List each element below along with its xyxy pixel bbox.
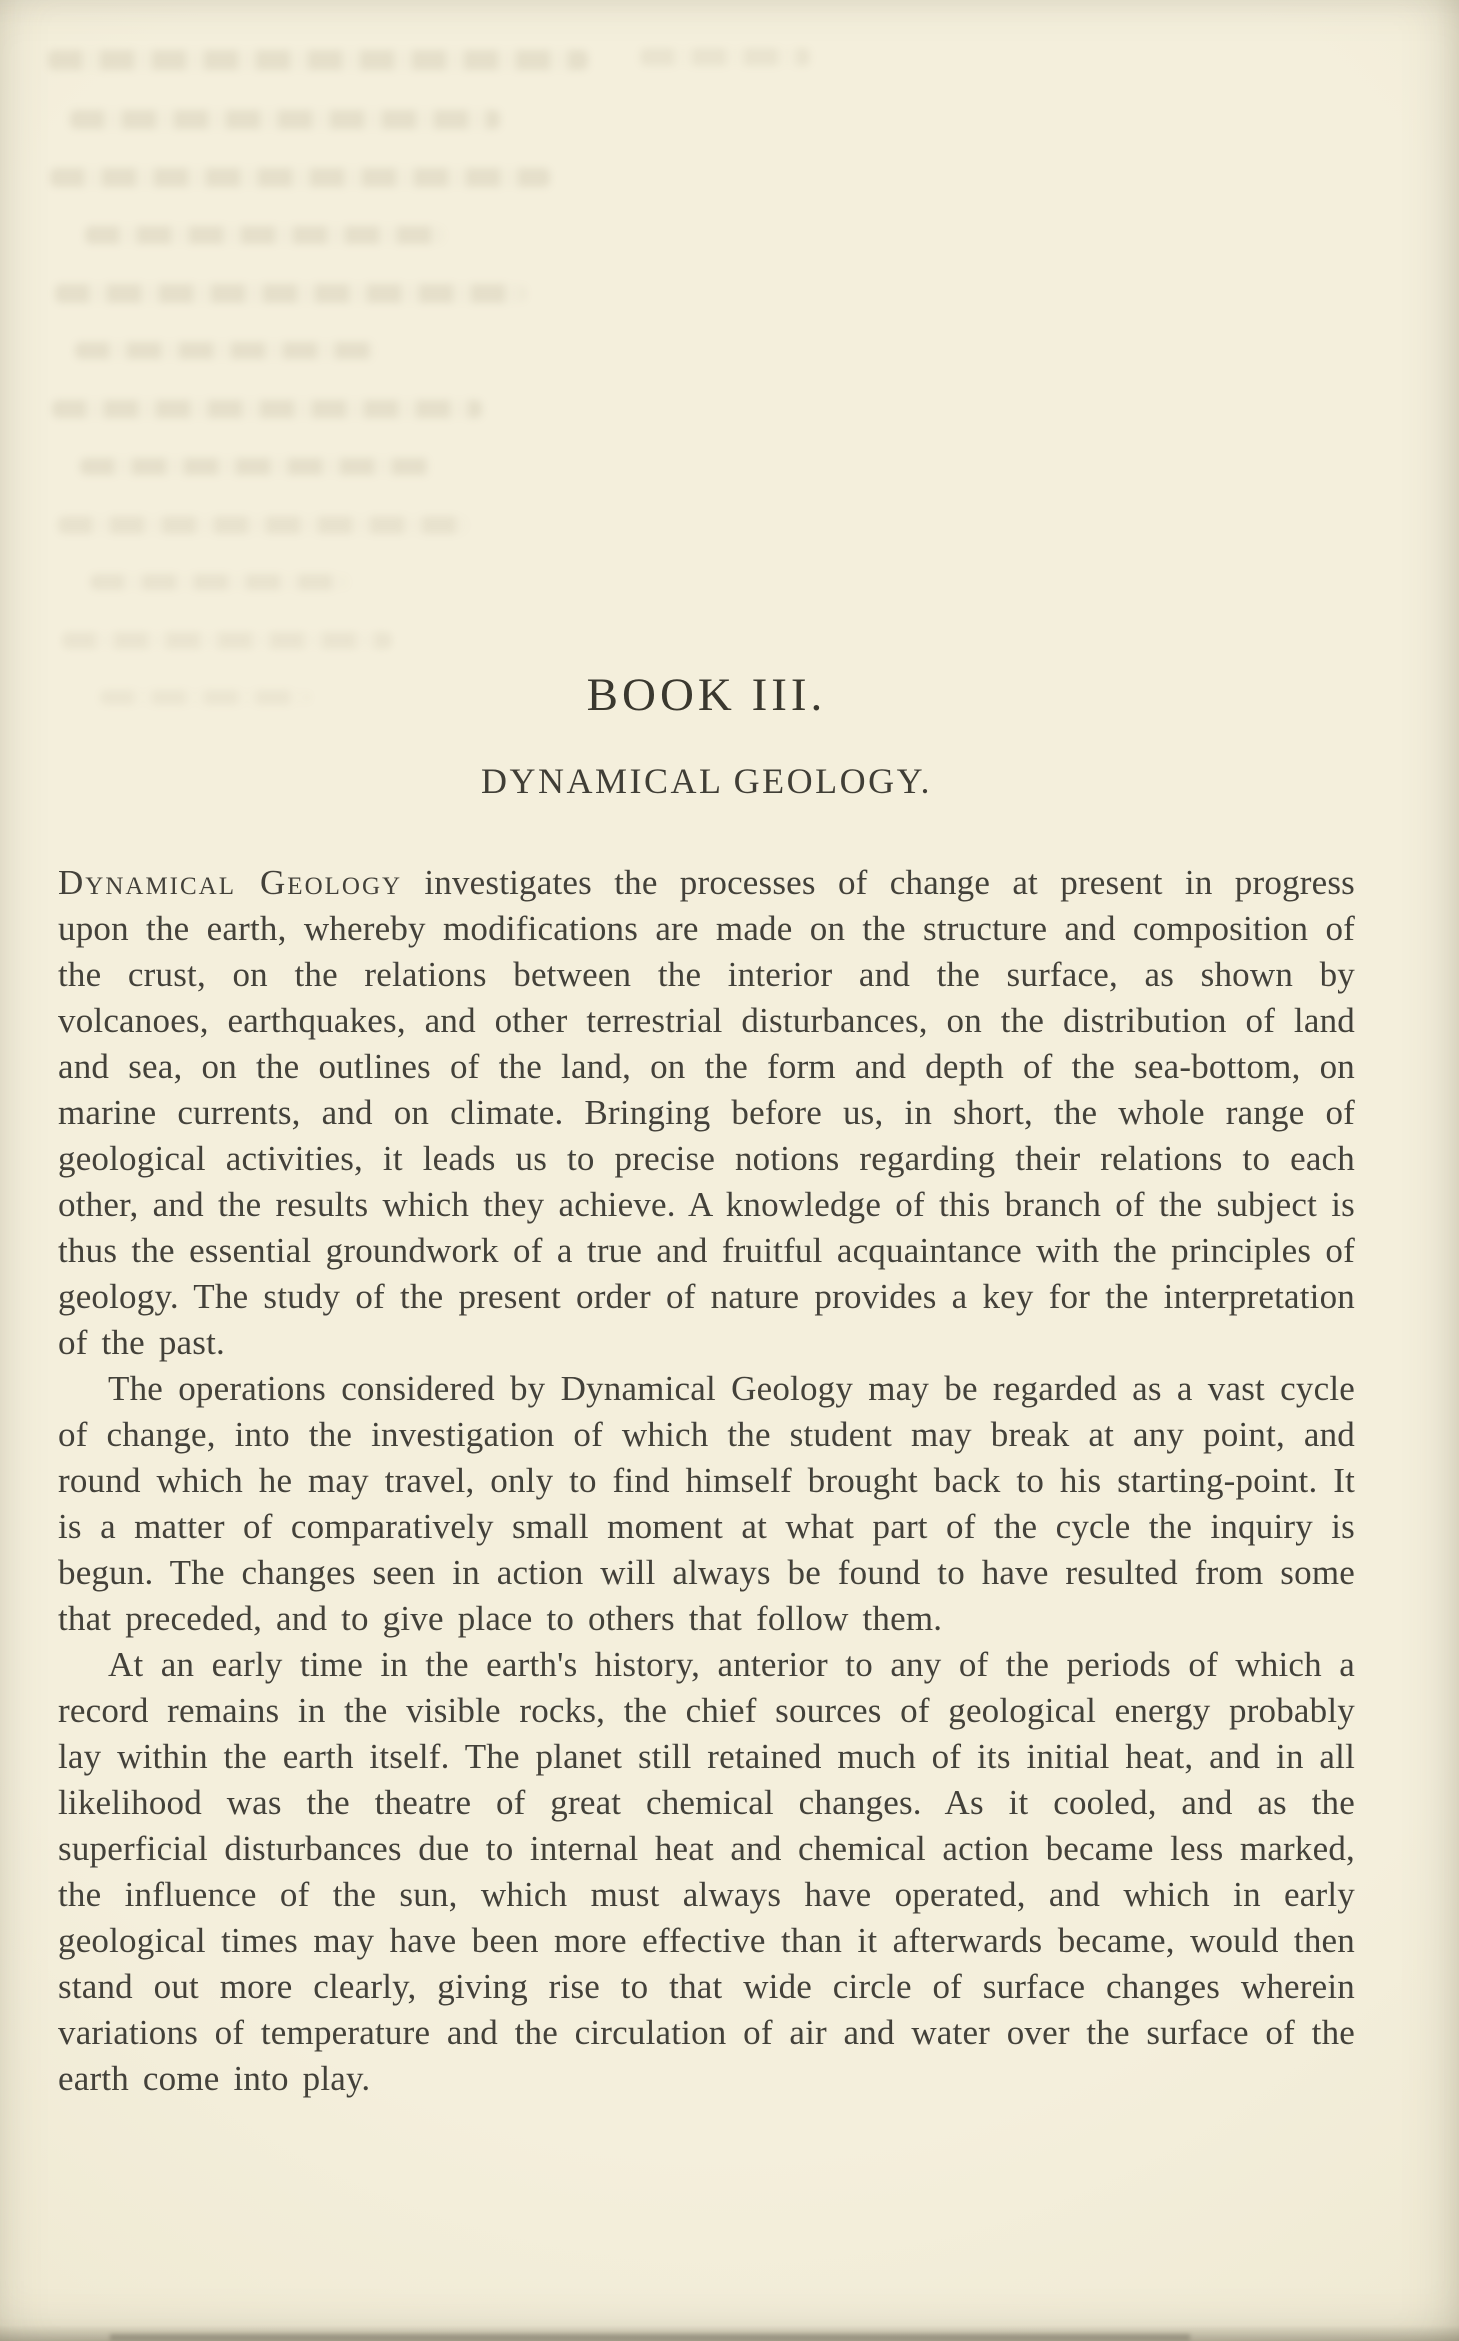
paragraph-2 (58, 1366, 1355, 1642)
paragraph-1-lead: Dynamical Geology (58, 863, 403, 902)
body-text (58, 860, 1355, 2102)
page-bottom-shadow (0, 2325, 1459, 2341)
paragraph-1 (58, 860, 1355, 1366)
paragraph-3-text: At an early time in the earth's history, anterior to any of the periods of which a record remains in the visible rocks, the chief sources of geological energy probably lay within the earth itself. The planet still retained much of its initial heat, and in all likelihood was the theatre of great chemical changes. As it cooled, and as the superficial disturbances due to internal heat and chemical action became less marked, the influence of the sun, which must always have operated, and which in early geological times may have been more effective than it afterwards became, would then stand out more clearly, giving rise to that wide circle of surface changes wherein variations of temperature and the circulation of air and water over the surface of the earth come into play. (58, 1645, 1355, 2098)
paragraph-3 (58, 1642, 1355, 2102)
section-title: DYNAMICAL GEOLOGY. (481, 761, 932, 801)
paragraph-2-text: The operations considered by Dynamical Geology may be regarded as a vast cycle of change, into the investigation of which the student may break at any point, and round which he may travel, only to find himself brought back to his starting-point. It is a matter of comparatively small moment at what part of the cycle the inquiry is begun. The changes seen in action will always be found to have resulted from some that preceded, and to give place to others that follow them. (58, 1369, 1355, 1638)
paragraph-1-text: investigates the processes of change at present in progress upon the earth, whereby modifications are made on the structure and composition of the crust, on the relations between the interior and the surface, as shown by volcanoes, earthquakes, and other terrestrial disturbances, on the distribution of land and sea, on the outlines of the land, on the form and depth of the sea-bottom, on marine currents, and on climate. Bringing before us, in short, the whole range of geological activities, it leads us to precise notions regarding their relations to each other, and the results which they achieve. A knowledge of this branch of the subject is thus the essential groundwork of a true and fruitful acquaintance with the principles of geology. The study of the present order of nature provides a key for the interpretation of the past. (58, 863, 1355, 1362)
book-title: BOOK III. (586, 669, 827, 721)
